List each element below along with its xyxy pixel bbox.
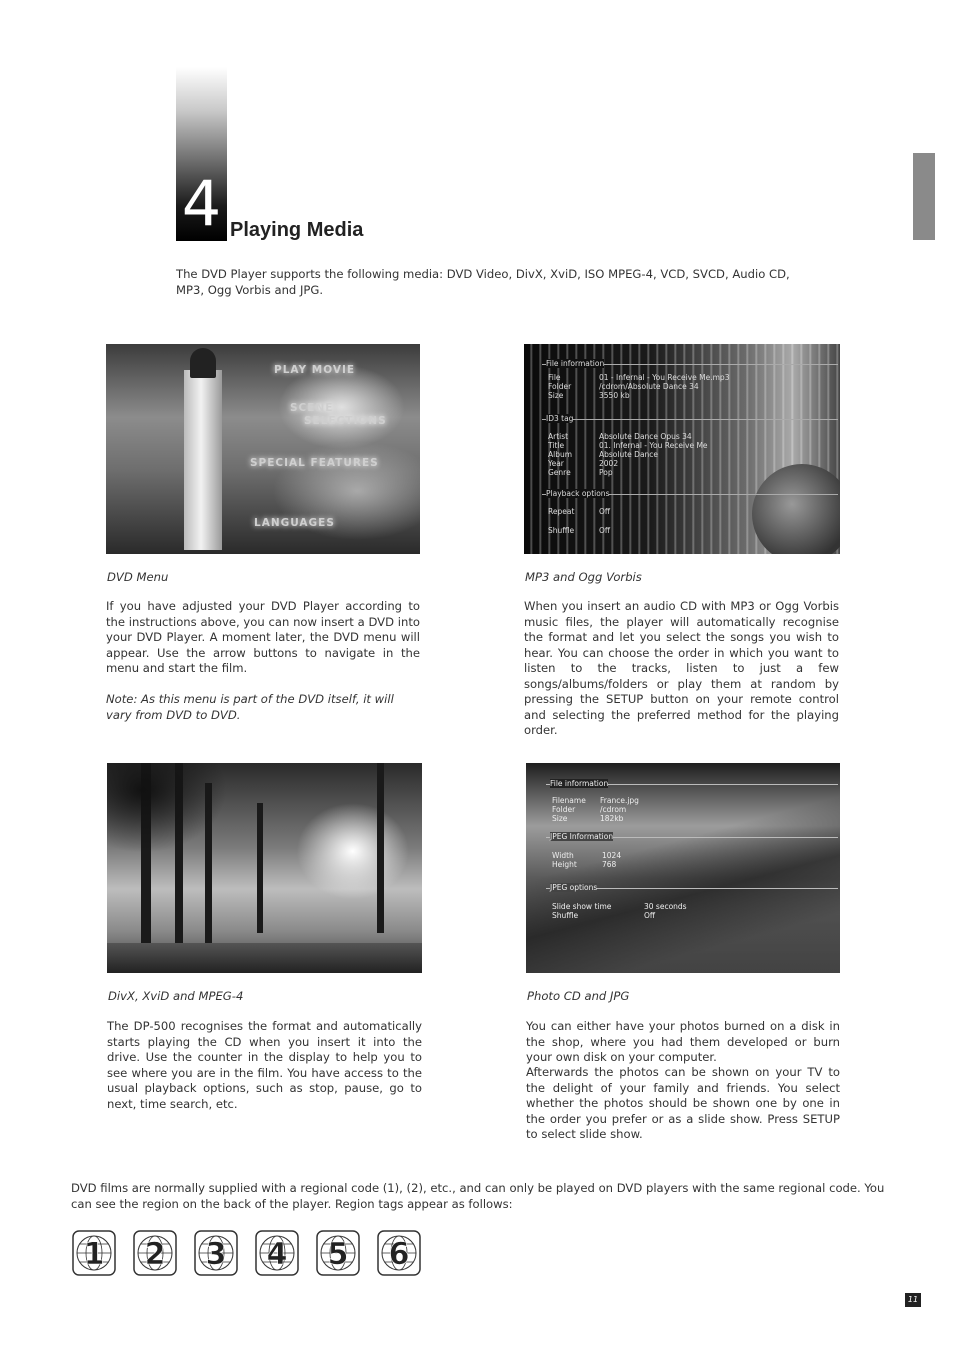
mp3-year-label: Year: [548, 459, 564, 468]
mp3-album-value: Absolute Dance: [599, 450, 659, 459]
jpg-screen-image: [526, 763, 840, 973]
jpg-slide-value: 30 seconds: [644, 902, 687, 911]
jpg-folder-label: Folder: [552, 805, 576, 814]
side-tab: [913, 153, 935, 240]
jpg-height-label: Height: [552, 860, 577, 869]
tree-trunk: [377, 763, 384, 933]
mp3-id3-label: ID3 tag: [546, 414, 574, 423]
intro-text: The DVD Player supports the following media: DVD Video, DivX, XviD, ISO MPEG-4, VCD, SVCD, Audio CD, MP3, Ogg Vorbis and JPG.: [176, 267, 790, 297]
region-text: DVD films are normally supplied with a regional code (1), (2), etc., and can only be played on DVD players with the same regional code. You can see the region on the back of the player. Region tags appear as follows:: [71, 1181, 885, 1211]
menu-special-features: SPECIAL FEATURES: [250, 457, 379, 469]
divider: [542, 419, 838, 420]
region-tag-2-icon: [133, 1230, 177, 1276]
mp3-size-value: 3550 kb: [599, 391, 630, 400]
chapter-title: Playing Media: [230, 219, 364, 241]
dvd-menu-text: If you have adjusted your DVD Player according to the instructions above, you can now insert a DVD into your DVD Player. A moment later, the DVD menu will appear. Use the arrow buttons to navigate in the menu and start the film.: [106, 599, 420, 675]
region-number: 3: [205, 1237, 227, 1272]
jpg-text-1: You can either have your photos burned on a disk in the shop, where you had them developed or burn your own disk on your computer.: [526, 1019, 840, 1064]
mp3-repeat-label: Repeat: [548, 507, 575, 516]
mp3-playback-label: Playback options: [546, 489, 610, 498]
mp3-genre-value: Pop: [599, 468, 613, 477]
jpg-height-value: 768: [602, 860, 617, 869]
mp3-artist-label: Artist: [548, 432, 569, 441]
mp3-genre-label: Genre: [548, 468, 571, 477]
headphone-graphic: [752, 464, 840, 554]
mp3-size-label: Size: [548, 391, 564, 400]
jpg-shuffle-value: Off: [644, 911, 656, 920]
caption-mp3: MP3 and Ogg Vorbis: [525, 570, 642, 584]
mp3-year-value: 2002: [599, 459, 619, 468]
jpg-shuffle-label: Shuffle: [552, 911, 579, 920]
jpg-text-2: Afterwards the photos can be shown on your TV to the delight of your family and friends. You select whether the photos should be shown one by one in the order you prefer or as a slide show. Press SETUP to select slide show.: [526, 1065, 840, 1141]
region-number: 6: [388, 1237, 410, 1272]
region-number: 5: [327, 1237, 349, 1272]
jpg-folder-value: /cdrom: [600, 805, 627, 814]
region-tag-1-icon: [72, 1230, 116, 1276]
mp3-repeat-value: Off: [599, 507, 611, 516]
mp3-title-label: Title: [548, 441, 565, 450]
mp3-shuffle-value: Off: [599, 526, 611, 535]
lighthouse-lamp: [190, 348, 216, 378]
divx-image: [107, 763, 422, 973]
menu-selections: SELECTIONS: [304, 415, 387, 427]
jpg-filename-value: France.jpg: [600, 796, 639, 805]
lighthouse-shape: [184, 370, 222, 550]
menu-languages: LANGUAGES: [254, 517, 335, 529]
jpg-filename-label: Filename: [552, 796, 586, 805]
menu-play-movie: PLAY MOVIE: [274, 364, 356, 376]
region-number: 1: [83, 1237, 105, 1272]
region-number: 4: [266, 1237, 288, 1272]
caption-jpg: Photo CD and JPG: [527, 989, 630, 1003]
chapter-number: 4: [181, 167, 222, 240]
jpg-options-label: JPEG options: [550, 883, 598, 892]
mp3-text: When you insert an audio CD with MP3 or Ogg Vorbis music files, the player will automatically recognise the format and let you select the songs you wish to hear. You can choose the order in which you want to listen to the tracks, listen to just a few songs/albums/folders or play them at random by pressing the SETUP button on your remote control and selecting the preferred method for the playing order.: [524, 599, 839, 737]
mp3-file-label: File: [548, 373, 561, 382]
ground: [107, 943, 422, 973]
mp3-folder-label: Folder: [548, 382, 572, 391]
mp3-album-label: Album: [548, 450, 573, 459]
mp3-shuffle-label: Shuffle: [548, 526, 575, 535]
mp3-file-value: 01 - Infernal - You Receive Me.mp3: [599, 373, 730, 382]
region-tag-3-icon: [194, 1230, 238, 1276]
caption-divx: DivX, XviD and MPEG-4: [108, 989, 244, 1003]
jpg-size-label: Size: [552, 814, 568, 823]
mp3-file-info-label: File information: [546, 359, 605, 368]
mp3-artist-value: Absolute Dance Opus 34: [599, 432, 692, 441]
dvd-menu-image: [106, 344, 420, 554]
mp3-screen-image: [524, 344, 840, 554]
jpg-size-value: 182kb: [600, 814, 624, 823]
jpg-width-value: 1024: [602, 851, 622, 860]
menu-scene: SCENE: [290, 402, 334, 414]
region-tag-5-icon: [316, 1230, 360, 1276]
region-tag-6-icon: [377, 1230, 421, 1276]
dvd-menu-note: Note: As this menu is part of the DVD itself, it will vary from DVD to DVD.: [106, 692, 394, 722]
tree-trunk: [257, 803, 263, 933]
mp3-folder-value: /cdrom/Absolute Dance 34: [599, 382, 699, 391]
jpg-slide-label: Slide show time: [552, 902, 612, 911]
jpg-info-label: JPEG Information: [550, 832, 614, 841]
mp3-title-value: 01. Infernal - You Receive Me: [599, 441, 708, 450]
page-number: 11: [905, 1293, 921, 1307]
jpg-width-label: Width: [552, 851, 574, 860]
caption-dvd-menu: DVD Menu: [107, 570, 169, 584]
foliage: [107, 763, 227, 853]
jpg-file-info-label: File information: [550, 779, 609, 788]
divx-text: The DP-500 recognises the format and automatically starts playing the CD when you insert it into the drive. Use the counter in the display to help you to see where you are in the film. You have access to the usual playback options, such as stop, pause, go to next, time search, etc.: [107, 1019, 422, 1111]
region-number: 2: [144, 1237, 166, 1272]
region-tag-4-icon: [255, 1230, 299, 1276]
